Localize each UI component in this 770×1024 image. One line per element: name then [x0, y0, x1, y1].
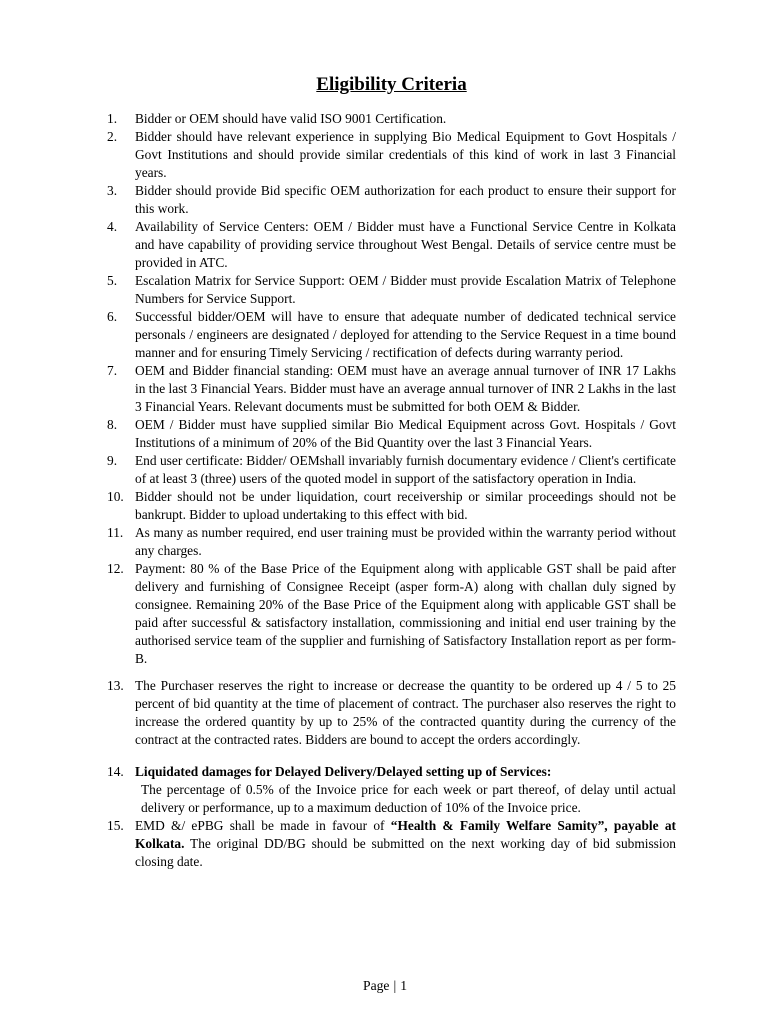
item-number: 3.	[107, 183, 118, 198]
item-text: Bidder should not be under liquidation, court receivership or similar proceedings should not be bankrupt. Bidder to upload undertaking to this effect with bid.	[135, 489, 676, 522]
item-text: Bidder or OEM should have valid ISO 9001 Certification.	[135, 111, 447, 126]
item-text: Bidder should provide Bid specific OEM authorization for each product to ensure their support for this work.	[135, 183, 676, 216]
item-text: As many as number required, end user training must be provided within the warranty period without any charges.	[135, 525, 676, 558]
item-text: End user certificate: Bidder/ OEMshall invariably furnish documentary evidence / Client's certificate of at least 3 (three) users of the quoted model in support of the satisfactory operation in India.	[135, 453, 676, 486]
item-text-post: The original DD/BG should be submitted on the next working day of bid submission closing date.	[135, 836, 677, 869]
list-item	[107, 110, 676, 128]
page-footer	[0, 978, 770, 994]
item-text: Escalation Matrix for Service Support: OEM / Bidder must provide Escalation Matrix of Telephone Numbers for Service Support.	[135, 273, 676, 306]
list-item	[107, 560, 676, 668]
list-item	[107, 182, 676, 218]
item-text: OEM and Bidder financial standing: OEM must have an average annual turnover of INR 17 Lakhs in the last 3 Financial Years. Bidder must have an average annual turnover of INR 2 Lakhs in the last 3 Financial Years. Relevant documents must be submitted for both OEM & Bidder.	[135, 363, 676, 414]
item-text	[135, 763, 676, 817]
item-text: Payment: 80 % of the Base Price of the Equipment along with applicable GST shall be paid after delivery and furnishing of Consignee Receipt (asper form-A) along with challan duly signed by consignee. Remaining 20% of the Base Price of the Equipment along with applicable GST shall be paid after successful & satisfactory installation, commissioning and initial end user training by the authorised service team of the supplier and furnishing of Satisfactory Installation report as per form-B.	[135, 561, 676, 666]
item-heading: Liquidated damages for Delayed Delivery/Delayed setting up of Services:	[135, 764, 552, 779]
item-number: 12.	[107, 561, 124, 576]
list-item	[107, 362, 676, 416]
item-number: 15.	[107, 818, 124, 833]
list-item	[107, 308, 676, 362]
item-number: 4.	[107, 219, 118, 234]
item-text: OEM / Bidder must have supplied similar Bio Medical Equipment across Govt. Hospitals / Govt Institutions of a minimum of 20% of the Bid Quantity over the last 3 Financial Years.	[135, 417, 676, 450]
item-number: 2.	[107, 129, 118, 144]
page-number: 1	[400, 978, 407, 993]
criteria-list	[107, 110, 676, 871]
item-number: 7.	[107, 363, 118, 378]
item-text-bold: “Health & Family Welfare Samity”, payable at Kolkata.	[135, 818, 676, 851]
item-subtext: The percentage of 0.5% of the Invoice price for each week or part thereof, of delay until actual delivery or performance, up to a maximum deduction of 10% of the Invoice price.	[141, 782, 676, 815]
item-text: Availability of Service Centers: OEM / Bidder must have a Functional Service Centre in Kolkata and have capability of providing service throughout West Bengal. Details of service centre must be provided in ATC.	[135, 219, 676, 270]
item-number: 14.	[107, 764, 124, 779]
item-number: 8.	[107, 417, 118, 432]
item-text-pre: EMD &/ ePBG shall be made in favour of	[135, 818, 385, 833]
page-label: Page	[363, 978, 390, 993]
item-text: The Purchaser reserves the right to increase or decrease the quantity to be ordered up 4 / 5 to 25 percent of bid quantity at the time of placement of contract. The purchaser also reserves the right to increase the ordered quantity by up to 25% of the contracted quantity during the currency of the contract at the contracted rates. Bidders are bound to accept the orders accordingly.	[135, 678, 676, 747]
page-title: Eligibility Criteria	[316, 74, 467, 95]
item-number: 10.	[107, 489, 124, 504]
list-item	[107, 218, 676, 272]
item-number: 6.	[107, 309, 118, 324]
item-number: 1.	[107, 111, 118, 126]
page-separator: |	[393, 978, 397, 993]
list-item	[107, 763, 676, 817]
item-number: 9.	[107, 453, 118, 468]
list-item	[107, 677, 676, 749]
item-number: 5.	[107, 273, 118, 288]
list-item	[107, 416, 676, 452]
list-item	[107, 272, 676, 308]
list-item	[107, 524, 676, 560]
list-item	[107, 488, 676, 524]
item-text: Bidder should have relevant experience in supplying Bio Medical Equipment to Govt Hospitals / Govt Institutions and should provide similar credentials of this kind of work in last 3 Financial years.	[135, 129, 676, 180]
item-text	[135, 817, 676, 871]
list-item	[107, 128, 676, 182]
item-number: 13.	[107, 678, 124, 693]
item-text: Successful bidder/OEM will have to ensure that adequate number of dedicated technical service personals / engineers are designated / deployed for attending to the Service Request in a time bound manner and for ensuring Timely Servicing / rectification of defects during warranty period.	[135, 309, 676, 360]
item-number: 11.	[107, 525, 124, 540]
list-item	[107, 817, 676, 871]
list-item	[107, 452, 676, 488]
